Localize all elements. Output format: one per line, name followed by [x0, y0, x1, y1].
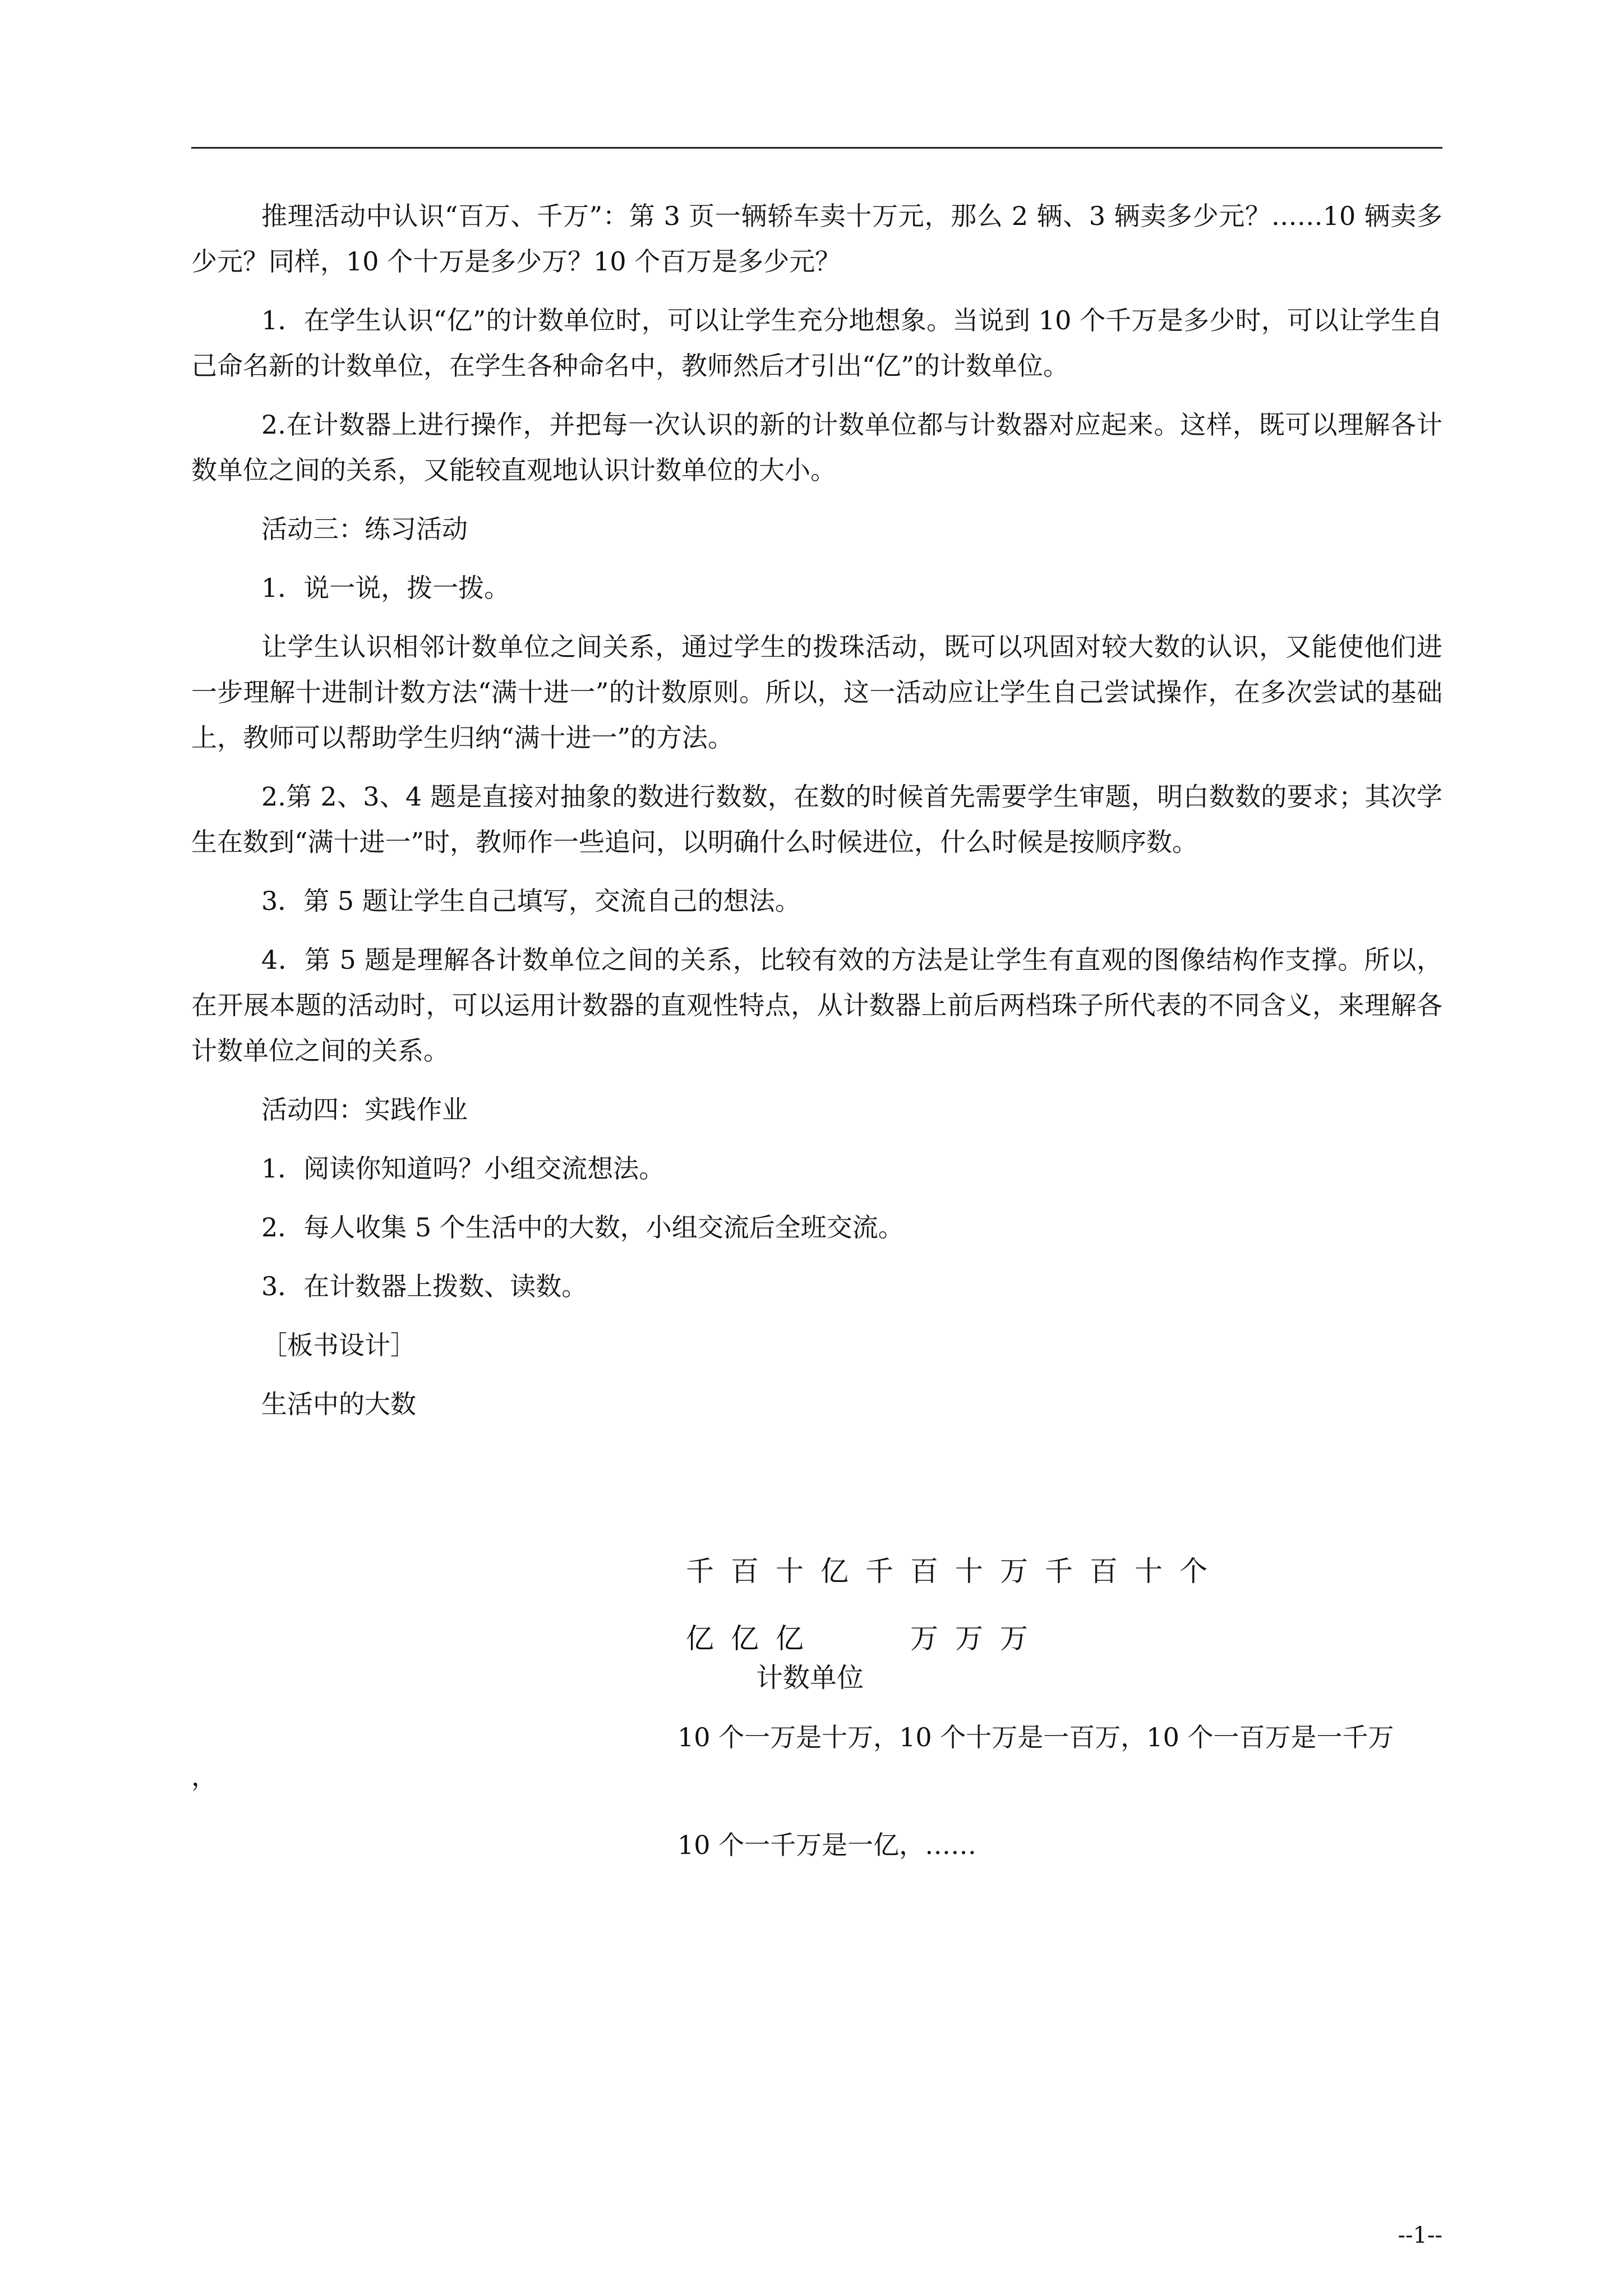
paragraph: 2．每人收集 5 个生活中的大数，小组交流后全班交流。 — [261, 1212, 904, 1243]
place-label: 千 — [1045, 1555, 1073, 1588]
unit-label: 万 — [955, 1622, 983, 1655]
place-label: 十 — [1135, 1555, 1163, 1588]
section-heading: 活动三：练习活动 — [261, 514, 468, 544]
place-label: 千 — [865, 1555, 893, 1588]
page-number: --1-- — [1398, 2223, 1442, 2248]
place-label: 百 — [731, 1555, 759, 1588]
paragraph: 1．说一说，拨一拨。 — [261, 573, 510, 603]
place-label: 百 — [910, 1555, 938, 1588]
paragraph: 3．第 5 题让学生自己填写，交流自己的想法。 — [261, 886, 801, 916]
paragraph: 1．在学生认识“亿”的计数单位时，可以让学生充分地想象。当说到 10 个千万是多少时，可以让学生自己命名新的计数单位，在学生各种命名中，教师然后才引出“亿”的计数单位。 — [191, 305, 1442, 381]
place-label: 个 — [1179, 1555, 1207, 1588]
counting-unit-caption: 计数单位 — [756, 1662, 864, 1694]
paragraph: 3．在计数器上拨数、读数。 — [261, 1271, 588, 1301]
place-value-row — [677, 1552, 1216, 1591]
paragraph: 2.在计数器上进行操作，并把每一次认识的新的计数单位都与计数器对应起来。这样，既可以理解各计数单位之间的关系，又能较直观地认识计数单位的大小。 — [191, 409, 1442, 485]
paragraph: 让学生认识相邻计数单位之间关系，通过学生的拨珠活动，既可以巩固对较大数的认识，又能使他们进一步理解十进制计数方法“满十进一”的计数原则。所以，这一活动应让学生自己尝试操作，在多次尝试的基础上，教师可以帮助学生归纳“满十进一”的方法。 — [191, 632, 1442, 753]
unit-label: 亿 — [776, 1622, 804, 1655]
counting-units-board — [677, 1552, 1216, 1697]
unit-label: 亿 — [731, 1622, 759, 1655]
section-heading: 活动四：实践作业 — [261, 1094, 468, 1125]
unit-row — [677, 1619, 1216, 1658]
paragraph: 1．阅读你知道吗？小组交流想法。 — [261, 1153, 665, 1184]
paragraph: 2.第 2、3、4 题是直接对抽象的数进行数数，在数的时候首先需要学生审题，明白数数的要求；其次学生在数到“满十进一”时，教师作一些追问，以明确什么时候进位，什么时候是按顺序数。 — [191, 781, 1442, 857]
unit-label: 亿 — [686, 1622, 714, 1655]
paragraph: 4．第 5 题是理解各计数单位之间的关系，比较有效的方法是让学生有直观的图像结构作支撑。所以，在开展本题的活动时，可以运用计数器的直观性特点，从计数器上前后两档珠子所代表的不同含义，来理解各计数单位之间的关系。 — [191, 945, 1442, 1066]
place-label: 十 — [776, 1555, 804, 1588]
document-body — [191, 194, 1442, 1441]
place-label: 万 — [1000, 1555, 1028, 1588]
unit-label: 万 — [910, 1622, 938, 1655]
board-design-heading: ［板书设计］ — [261, 1330, 416, 1360]
board-title: 生活中的大数 — [261, 1389, 416, 1419]
place-label: 千 — [686, 1555, 714, 1588]
paragraph: 推理活动中认识“百万、千万”：第 3 页一辆轿车卖十万元，那么 2 辆、3 辆卖多少元？……10 辆卖多少元？同样，10 个十万是多少万？10 个百万是多少元？ — [191, 201, 1442, 277]
place-label: 亿 — [820, 1555, 849, 1588]
unit-label: 万 — [1000, 1622, 1028, 1655]
place-label: 十 — [955, 1555, 983, 1588]
wrapped-comma: ， — [191, 1761, 217, 1792]
unit-relation-line-1: 10 个一万是十万，10 个十万是一百万，10 个一百万是一千万 — [677, 1722, 1394, 1752]
place-label: 百 — [1090, 1555, 1118, 1588]
unit-relation-line-2: 10 个一千万是一亿，…… — [677, 1830, 977, 1860]
header-rule — [191, 147, 1442, 149]
